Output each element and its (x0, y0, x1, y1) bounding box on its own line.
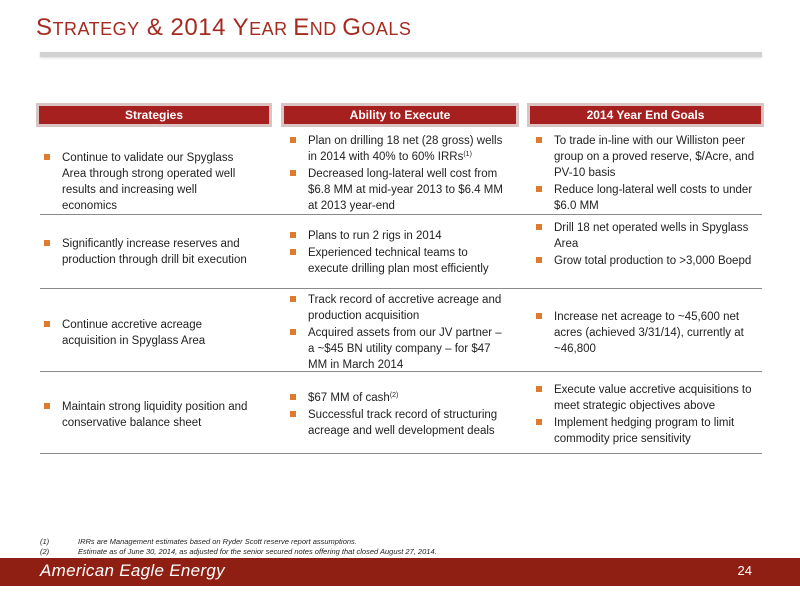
title-part: EAR (249, 19, 294, 39)
goal-text: Reduce long-lateral well costs to under $6.0 MM (554, 184, 753, 212)
page-number: 24 (737, 563, 752, 578)
strategy-text: Continue to validate our Spyglass Area through strong operated well results and increasing well economics (62, 152, 236, 212)
title-part: ND (309, 19, 343, 39)
title-part: Y (232, 14, 250, 41)
title-part: TRATEGY (52, 19, 140, 39)
execute-text: Track record of accretive acreage and production acquisition (308, 294, 502, 322)
bullet-square-icon (290, 296, 296, 302)
strategy-item (44, 236, 254, 268)
strategy-item (44, 399, 254, 431)
footnote-ref: (2) (389, 392, 399, 399)
bullet-square-icon (290, 249, 296, 255)
execute-text: Successful track record of structuring acreage and well development deals (308, 409, 498, 437)
footnote-text: IRRs are Management estimates based on Ryder Scott reserve report assumptions. (78, 537, 357, 546)
footnote-text: Estimate as of June 30, 2014, as adjusted for the senior secured notes offering that closed August 27, 2014. (78, 547, 437, 556)
bullet-square-icon (536, 224, 542, 230)
title-part: E (293, 14, 310, 41)
column-header-ability (281, 103, 519, 127)
title-part: G (342, 14, 362, 41)
title-part: & 2014 (139, 14, 233, 41)
footnote-number: (2) (40, 547, 50, 556)
title-part: S (36, 14, 53, 41)
goal-item (536, 253, 762, 269)
bullet-square-icon (536, 386, 542, 392)
strategy-text: Continue accretive acreage acquisition in Spyglass Area (62, 319, 206, 347)
goal-item (536, 182, 762, 214)
row-divider (40, 288, 762, 289)
goal-item (536, 382, 762, 414)
bullet-square-icon (290, 137, 296, 143)
column-header-goals (527, 103, 764, 127)
bullet-square-icon (290, 394, 296, 400)
goal-text: Implement hedging program to limit commodity price sensitivity (554, 417, 735, 445)
footer-bar (0, 558, 800, 586)
goal-text: Increase net acreage to ~45,600 net acres (achieved 3/31/14), currently at ~46,800 (554, 311, 744, 355)
goal-text: Drill 18 net operated wells in Spyglass Area (554, 222, 749, 250)
bullet-square-icon (290, 170, 296, 176)
row-divider (40, 214, 762, 215)
bullet-square-icon (290, 232, 296, 238)
page-title (36, 14, 411, 42)
bullet-square-icon (44, 154, 50, 160)
execute-item (290, 166, 510, 214)
goal-item (536, 415, 762, 447)
bullet-square-icon (44, 240, 50, 246)
bullet-square-icon (536, 313, 542, 319)
footnote (40, 547, 437, 556)
bullet-square-icon (536, 257, 542, 263)
title-divider (40, 52, 762, 57)
execute-text: Plans to run 2 rigs in 2014 (308, 230, 442, 242)
strategy-item (44, 317, 254, 349)
column-header-label: Strategies (39, 106, 269, 124)
bullet-square-icon (536, 419, 542, 425)
bullet-square-icon (290, 329, 296, 335)
goal-item (536, 220, 762, 252)
goal-text: Grow total production to >3,000 Boepd (554, 255, 752, 267)
goal-text: Execute value accretive acquisitions to meet strategic objectives above (554, 384, 752, 412)
execute-item (290, 325, 510, 373)
execute-text: Decreased long-lateral well cost from $6.8 MM at mid-year 2013 to $6.4 MM at 2013 year-end (308, 168, 503, 212)
title-part: OALS (361, 19, 412, 39)
row-divider (40, 453, 762, 454)
strategy-text: Maintain strong liquidity position and conservative balance sheet (62, 401, 248, 429)
execute-text: Experienced technical teams to execute drilling plan most efficiently (308, 247, 489, 275)
execute-text: $67 MM of cash (308, 392, 390, 404)
execute-text: Plan on drilling 18 net (28 gross) wells in 2014 with 40% to 60% IRRs (308, 135, 503, 163)
execute-item (290, 390, 510, 406)
company-logo: American Eagle Energy (40, 561, 225, 580)
goal-item (536, 133, 762, 181)
bullet-square-icon (290, 411, 296, 417)
goal-item (536, 309, 762, 357)
strategy-item (44, 150, 254, 214)
column-header-strategies (36, 103, 272, 127)
execute-item (290, 133, 510, 165)
bullet-square-icon (44, 321, 50, 327)
execute-item (290, 228, 510, 244)
bullet-square-icon (536, 186, 542, 192)
bullet-square-icon (536, 137, 542, 143)
column-header-label: 2014 Year End Goals (530, 106, 761, 124)
column-header-label: Ability to Execute (284, 106, 516, 124)
footnote (40, 537, 357, 546)
goal-text: To trade in-line with our Williston peer group on a proved reserve, $/Acre, and PV-10 basis (554, 135, 755, 179)
footnote-number: (1) (40, 537, 50, 546)
execute-item (290, 292, 510, 324)
execute-item (290, 245, 510, 277)
footnote-ref: (1) (463, 151, 472, 158)
execute-text: Acquired assets from our JV partner – a ~$45 BN utility company – for $47 MM in March 2014 (308, 327, 502, 371)
execute-item (290, 407, 510, 439)
row-divider (40, 371, 762, 372)
strategy-text: Significantly increase reserves and production through drill bit execution (62, 238, 247, 266)
bullet-square-icon (44, 403, 50, 409)
